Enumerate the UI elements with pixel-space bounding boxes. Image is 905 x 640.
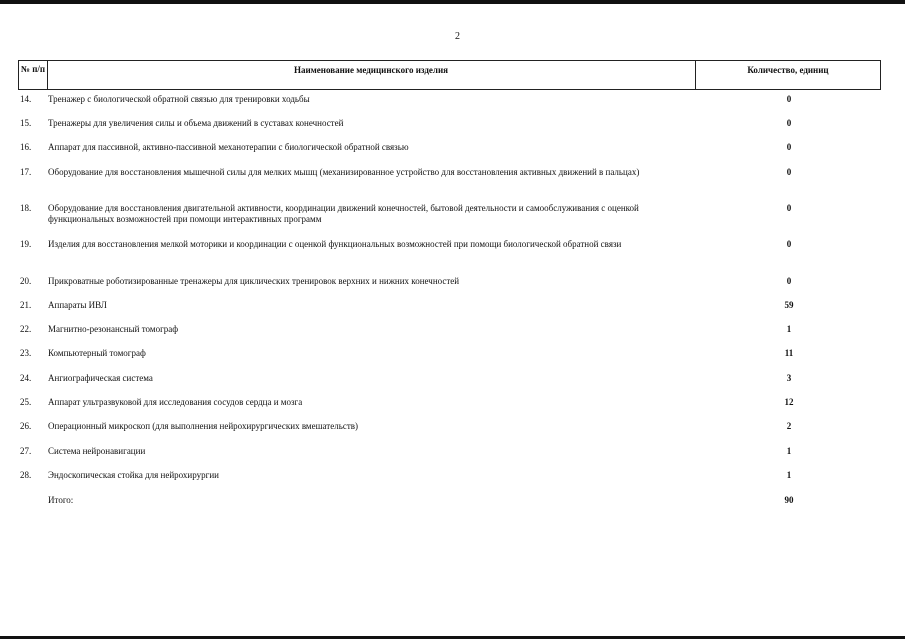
row-quantity: 1 (786, 446, 792, 456)
row-device-name: Ангиографическая система (48, 373, 153, 383)
row-quantity: 11 (784, 348, 794, 358)
row-number: 16. (20, 142, 32, 152)
row-number: 24. (20, 373, 32, 383)
row-device-name: Прикроватные роботизированные тренажеры для циклических тренировок верхних и нижних конечностей (48, 276, 460, 286)
row-quantity: 3 (786, 373, 792, 383)
row-device-name: Оборудование для восстановления мышечной силы для мелких мышц (механизированное устройство для восстановления активных движений в пальцах) (48, 167, 640, 177)
row-device-name: Аппараты ИВЛ (48, 300, 107, 310)
row-quantity: 59 (784, 300, 794, 310)
row-quantity: 0 (786, 94, 792, 104)
total-label: Итого: (48, 495, 74, 505)
top-border-line (0, 0, 905, 4)
row-device-name: Изделия для восстановления мелкой моторики и координации с оценкой функциональных возможностей при помощи биологической обратной связи (48, 239, 622, 249)
row-number: 26. (20, 421, 32, 431)
row-number: 14. (20, 94, 32, 104)
header-device-name: Наименование медицинского изделия (293, 65, 448, 75)
page-number: 2 (455, 31, 460, 42)
row-number: 22. (20, 324, 32, 334)
row-device-name: Аппарат для пассивной, активно-пассивной механотерапии с биологической обратной связью (48, 142, 409, 152)
row-device-name: Магнитно-резонансный томограф (48, 324, 179, 334)
row-quantity: 1 (786, 324, 792, 334)
row-quantity: 2 (786, 421, 792, 431)
table-header (18, 60, 881, 90)
row-quantity: 0 (786, 142, 792, 152)
row-quantity: 0 (786, 203, 792, 213)
row-quantity: 0 (786, 276, 792, 286)
row-number: 20. (20, 276, 32, 286)
header-number: № п/п (20, 64, 46, 74)
bottom-border-line (0, 636, 905, 639)
row-device-name: Операционный микроскоп (для выполнения нейрохирургических вмешательств) (48, 421, 359, 431)
row-number: 18. (20, 203, 32, 213)
row-device-name: Аппарат ультразвуковой для исследования сосудов сердца и мозга (48, 397, 303, 407)
row-quantity: 0 (786, 167, 792, 177)
row-device-name: Тренажер с биологической обратной связью для тренировки ходьбы (48, 94, 310, 104)
row-quantity: 1 (786, 470, 792, 480)
row-number: 15. (20, 118, 32, 128)
row-quantity: 0 (786, 118, 792, 128)
row-device-name: Эндоскопическая стойка для нейрохирургии (48, 470, 219, 480)
row-number: 28. (20, 470, 32, 480)
row-number: 17. (20, 167, 32, 177)
row-number: 21. (20, 300, 32, 310)
row-device-name: Система нейронавигации (48, 446, 146, 456)
row-number: 19. (20, 239, 32, 249)
row-number: 23. (20, 348, 32, 358)
row-device-name: Тренажеры для увеличения силы и объема движений в суставах конечностей (48, 118, 344, 128)
header-quantity: Количество, единиц (747, 65, 829, 75)
row-number: 27. (20, 446, 32, 456)
row-quantity: 0 (786, 239, 792, 249)
row-device-name: Компьютерный томограф (48, 348, 146, 358)
total-value: 90 (784, 495, 794, 505)
row-quantity: 12 (784, 397, 794, 407)
row-device-name: Оборудование для восстановления двигательной активности, координации движений конечностей, бытовой деятельности и самообслуживания с оценкой функциональных возможностей при помощи интерактивных программ (48, 203, 639, 224)
row-number: 25. (20, 397, 32, 407)
